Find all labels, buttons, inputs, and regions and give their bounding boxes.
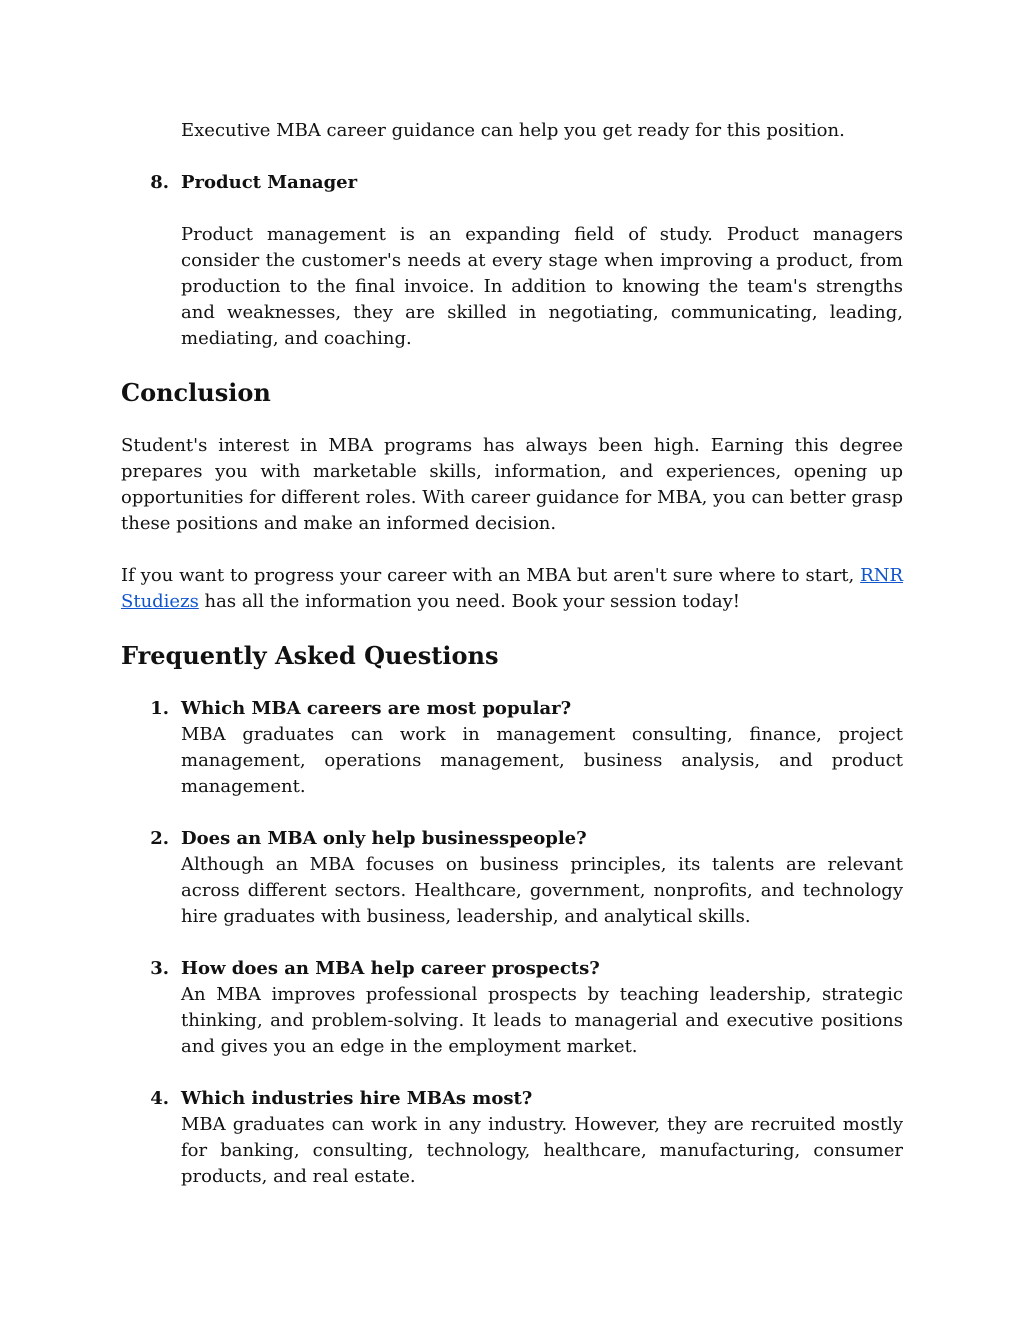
faq-answer: MBA graduates can work in management consulting, finance, project management, operations management, business analysis, and product management.: [181, 724, 903, 797]
faq-item: [121, 956, 903, 1060]
faq-item-body: [181, 956, 903, 1060]
paragraph-text: If you want to progress your career with an MBA but aren't sure where to start,: [121, 565, 861, 586]
rnr-studiezs-link[interactable]: RNR Studiezs: [121, 565, 903, 612]
intro-line: Executive MBA career guidance can help you get ready for this position.: [181, 120, 845, 141]
list-number: 8.: [150, 172, 169, 193]
faq-item-body: [181, 696, 903, 800]
faq-answer: An MBA improves professional prospects by teaching leadership, strategic thinking, and problem-solving. It leads to managerial and executive positions and gives you an edge in the employment market.: [181, 984, 903, 1057]
list-item-description: Product management is an expanding field of study. Product managers consider the customer's needs at every stage when improving a product, from production to the final invoice. In addition to knowing the team's strengths and weaknesses, they are skilled in negotiating, communicating, leading, mediating, and coaching.: [181, 224, 903, 349]
faq-question: How does an MBA help career prospects?: [181, 958, 600, 979]
document-content: [121, 118, 903, 1190]
faq-item: [121, 826, 903, 930]
list-item-8: [121, 170, 903, 352]
conclusion-paragraph-2: [121, 563, 903, 615]
faq-heading: Frequently Asked Questions: [121, 641, 499, 670]
conclusion-paragraph-1: Student's interest in MBA programs has always been high. Earning this degree prepares you with marketable skills, information, and experiences, opening up opportunities for different roles. With career guidance for MBA, you can better grasp these positions and make an informed decision.: [121, 435, 903, 534]
faq-item-body: [181, 826, 903, 930]
faq-item: [121, 696, 903, 800]
faq-number: 2.: [150, 828, 169, 849]
faq-number: 3.: [150, 958, 169, 979]
list-item-body: [181, 170, 903, 352]
faq-number: 1.: [150, 698, 169, 719]
list-item-title: Product Manager: [181, 172, 358, 193]
faq-item-body: [181, 1086, 903, 1190]
faq-item: [121, 1086, 903, 1190]
faq-answer: Although an MBA focuses on business principles, its talents are relevant across different sectors. Healthcare, government, nonprofits, and technology hire graduates with business, leadership, and analytical skills.: [181, 854, 903, 927]
faq-question: Which MBA careers are most popular?: [181, 698, 572, 719]
faq-number: 4.: [150, 1088, 169, 1109]
paragraph-text: has all the information you need. Book your session today!: [198, 591, 741, 612]
faq-question: Does an MBA only help businesspeople?: [181, 828, 587, 849]
conclusion-heading: Conclusion: [121, 378, 271, 407]
faq-answer: MBA graduates can work in any industry. However, they are recruited mostly for banking, consulting, technology, healthcare, manufacturing, consumer products, and real estate.: [181, 1114, 903, 1187]
faq-question: Which industries hire MBAs most?: [181, 1088, 533, 1109]
